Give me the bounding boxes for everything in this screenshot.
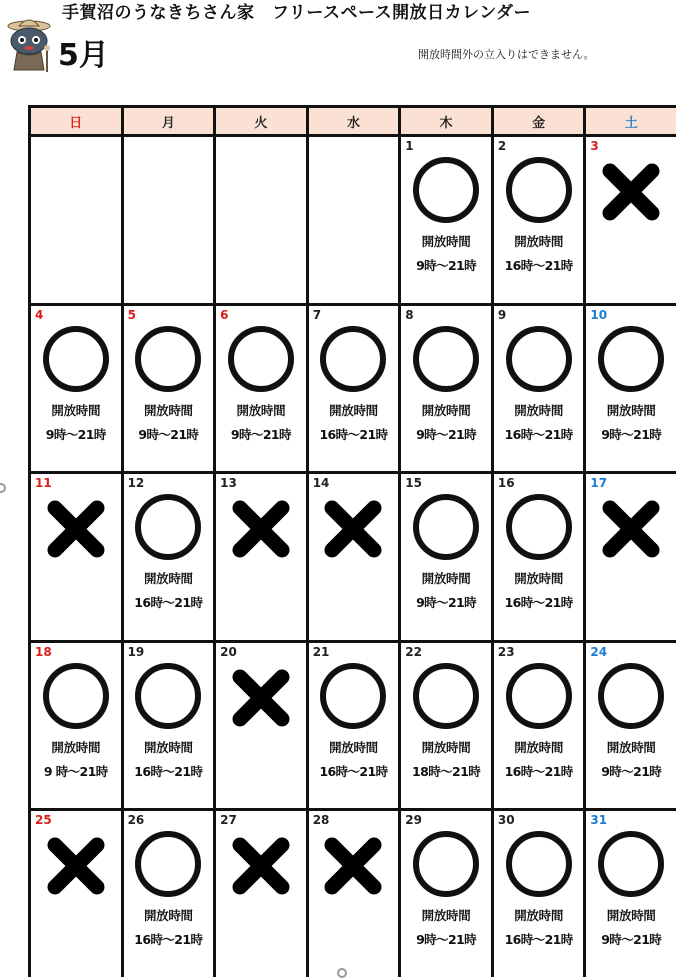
calendar-day-cell xyxy=(31,137,121,303)
cross-icon xyxy=(43,831,109,897)
open-hours-label: 開放時間 xyxy=(143,739,193,755)
day-number: 5 xyxy=(127,307,136,322)
open-hours-value: 9時～21時 xyxy=(601,932,662,948)
calendar-day-cell xyxy=(586,811,676,977)
calendar-day-cell xyxy=(494,643,584,809)
calendar-day-cell xyxy=(586,643,676,809)
open-hours-value: 9時～21時 xyxy=(45,426,106,442)
day-number: 21 xyxy=(312,644,330,659)
open-hours-label: 開放時間 xyxy=(329,739,378,755)
open-hours-label: 開放時間 xyxy=(606,908,656,924)
circle-icon xyxy=(413,831,479,897)
day-number: 12 xyxy=(127,476,145,491)
open-hours-value: 18時～21時 xyxy=(412,763,481,779)
calendar-day-cell xyxy=(216,643,306,809)
open-hours-value: 9 時～21時 xyxy=(43,763,108,779)
calendar-day-cell xyxy=(31,306,121,472)
open-hours-label: 開放時間 xyxy=(606,402,656,418)
weekday-header: 火 xyxy=(216,108,306,134)
open-hours-value: 9時～21時 xyxy=(416,595,477,611)
day-number: 4 xyxy=(35,307,44,322)
open-hours-value: 9時～21時 xyxy=(416,932,477,948)
page-title: 手賀沼のうなきちさん家 フリースペース開放日カレンダー xyxy=(62,3,532,23)
calendar-day-cell xyxy=(494,137,584,303)
day-number: 1 xyxy=(405,139,414,153)
open-hours-value: 16時～21時 xyxy=(319,426,388,442)
circle-icon xyxy=(506,663,572,729)
day-number: 8 xyxy=(405,307,414,322)
circle-icon xyxy=(598,326,664,392)
calendar-day-cell xyxy=(401,137,491,303)
day-number: 31 xyxy=(590,813,608,828)
open-hours-value: 9時～21時 xyxy=(416,426,477,442)
calendar-day-cell xyxy=(309,643,399,809)
open-hours-label: 開放時間 xyxy=(421,908,471,924)
cross-icon xyxy=(228,663,294,729)
day-number: 29 xyxy=(405,813,422,828)
open-hours-value: 16時～21時 xyxy=(504,932,573,948)
weekday-header: 水 xyxy=(309,108,399,134)
circle-icon xyxy=(598,663,664,729)
open-hours-label: 開放時間 xyxy=(329,402,378,418)
cross-icon xyxy=(228,494,294,560)
open-hours-label: 開放時間 xyxy=(236,402,286,418)
calendar-day-cell xyxy=(216,811,306,977)
day-number: 17 xyxy=(590,476,608,491)
circle-icon xyxy=(506,831,572,897)
day-number: 9 xyxy=(497,307,507,322)
open-hours-notice: 開放時間外の立入りはできません。 xyxy=(418,48,595,61)
weekday-header: 金 xyxy=(494,108,584,134)
weekday-header: 木 xyxy=(401,108,491,134)
open-hours-value: 16時～21時 xyxy=(504,595,573,611)
open-hours-value: 16時～21時 xyxy=(504,258,573,273)
circle-icon xyxy=(413,663,479,729)
weekday-header: 土 xyxy=(586,108,676,134)
open-hours-value: 16時～21時 xyxy=(504,426,573,442)
day-number: 27 xyxy=(220,813,237,828)
calendar-day-cell xyxy=(124,474,214,640)
day-number: 25 xyxy=(35,813,52,828)
calendar-day-cell xyxy=(309,137,399,303)
calendar-day-cell xyxy=(216,306,306,472)
edge-handle xyxy=(0,483,6,493)
circle-icon xyxy=(320,326,386,392)
open-hours-value: 9時～21時 xyxy=(230,426,291,442)
cross-icon xyxy=(598,494,664,560)
day-number: 6 xyxy=(220,307,229,322)
circle-icon xyxy=(506,494,572,560)
calendar-day-cell xyxy=(216,137,306,303)
calendar-day-cell xyxy=(309,306,399,472)
eel-mascot-icon xyxy=(2,18,60,74)
day-number: 7 xyxy=(312,307,322,322)
circle-icon xyxy=(135,494,201,560)
open-hours-value: 16時～21時 xyxy=(134,932,203,948)
cross-icon xyxy=(320,494,386,560)
open-hours-value: 9時～21時 xyxy=(138,426,199,442)
circle-icon xyxy=(413,494,479,560)
open-hours-label: 開放時間 xyxy=(514,739,564,755)
circle-icon xyxy=(135,663,201,729)
day-number: 19 xyxy=(127,644,145,659)
day-number: 23 xyxy=(497,644,515,659)
open-hours-value: 16時～21時 xyxy=(134,595,203,611)
day-number: 15 xyxy=(405,476,422,491)
open-hours-label: 開放時間 xyxy=(421,234,471,249)
day-number: 14 xyxy=(312,476,330,491)
open-hours-label: 開放時間 xyxy=(143,908,193,924)
open-hours-label: 開放時間 xyxy=(51,402,101,418)
month-heading: 5月 xyxy=(58,38,109,73)
open-hours-label: 開放時間 xyxy=(51,739,101,755)
open-hours-label: 開放時間 xyxy=(143,571,193,587)
weekday-header: 日 xyxy=(31,108,121,134)
open-hours-label: 開放時間 xyxy=(421,739,471,755)
open-hours-value: 16時～21時 xyxy=(504,763,573,779)
day-number: 13 xyxy=(220,476,237,491)
calendar-day-cell xyxy=(586,137,676,303)
open-hours-value: 9時～21時 xyxy=(601,426,662,442)
circle-icon xyxy=(43,326,109,392)
open-hours-label: 開放時間 xyxy=(514,234,564,249)
calendar-day-cell xyxy=(401,643,491,809)
circle-icon xyxy=(413,157,479,223)
cross-icon xyxy=(598,157,664,223)
day-number: 26 xyxy=(127,813,145,828)
calendar-day-cell xyxy=(31,811,121,977)
calendar-day-cell xyxy=(494,474,584,640)
calendar-day-cell xyxy=(586,474,676,640)
open-hours-value: 16時～21時 xyxy=(319,763,388,779)
day-number: 30 xyxy=(497,813,515,828)
calendar-day-cell xyxy=(124,643,214,809)
calendar-day-cell xyxy=(309,474,399,640)
calendar-day-cell xyxy=(401,811,491,977)
calendar-day-cell xyxy=(31,474,121,640)
circle-icon xyxy=(228,326,294,392)
calendar-day-cell xyxy=(401,306,491,472)
calendar-day-cell xyxy=(216,474,306,640)
calendar-day-cell xyxy=(124,306,214,472)
open-hours-label: 開放時間 xyxy=(514,571,564,587)
day-number: 16 xyxy=(497,476,515,491)
day-number: 22 xyxy=(405,644,422,659)
day-number: 18 xyxy=(35,644,52,659)
calendar-grid xyxy=(28,105,676,977)
calendar-day-cell xyxy=(494,811,584,977)
circle-icon xyxy=(506,157,572,223)
calendar-day-cell xyxy=(494,306,584,472)
circle-icon xyxy=(413,326,479,392)
open-hours-label: 開放時間 xyxy=(421,571,471,587)
open-hours-value: 9時～21時 xyxy=(601,763,662,779)
calendar-day-cell xyxy=(31,643,121,809)
day-number: 3 xyxy=(590,139,599,153)
day-number: 24 xyxy=(590,644,608,659)
circle-icon xyxy=(320,663,386,729)
circle-icon xyxy=(506,326,572,392)
open-hours-label: 開放時間 xyxy=(421,402,471,418)
calendar-day-cell xyxy=(309,811,399,977)
open-hours-label: 開放時間 xyxy=(514,908,564,924)
day-number: 11 xyxy=(35,476,52,491)
day-number: 28 xyxy=(312,813,330,828)
weekday-header: 月 xyxy=(124,108,214,134)
cross-icon xyxy=(320,831,386,897)
cross-icon xyxy=(228,831,294,897)
circle-icon xyxy=(135,326,201,392)
calendar-day-cell xyxy=(401,474,491,640)
open-hours-value: 9時～21時 xyxy=(416,258,477,273)
day-number: 20 xyxy=(220,644,237,659)
open-hours-label: 開放時間 xyxy=(606,739,656,755)
circle-icon xyxy=(43,663,109,729)
circle-icon xyxy=(135,831,201,897)
open-hours-label: 開放時間 xyxy=(143,402,193,418)
cross-icon xyxy=(43,494,109,560)
open-hours-value: 16時～21時 xyxy=(134,763,203,779)
calendar-day-cell xyxy=(586,306,676,472)
calendar-day-cell xyxy=(124,811,214,977)
day-number: 10 xyxy=(590,307,608,322)
open-hours-label: 開放時間 xyxy=(514,402,564,418)
day-number: 2 xyxy=(497,139,507,153)
calendar-day-cell xyxy=(124,137,214,303)
circle-icon xyxy=(598,831,664,897)
